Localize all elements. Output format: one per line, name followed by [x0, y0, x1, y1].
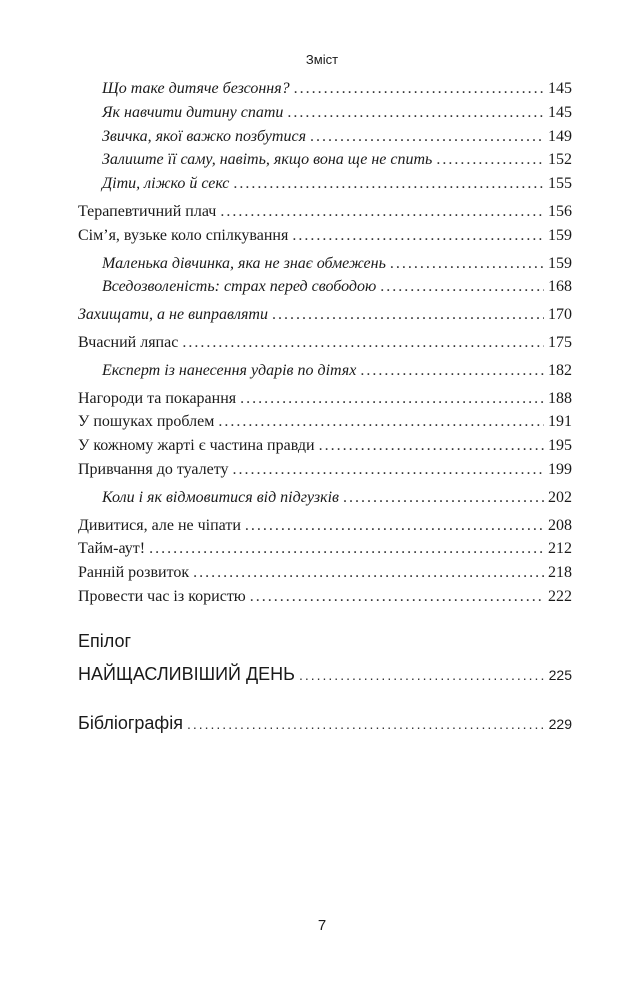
toc-entry-page: 202 — [548, 488, 572, 506]
toc-entry[interactable] — [78, 437, 572, 461]
toc-entry-page: 155 — [548, 175, 572, 193]
toc-entry-label: Вседозволеність: страх перед свободою — [102, 278, 377, 296]
toc-entry[interactable] — [78, 588, 572, 612]
toc-entry-page: 199 — [548, 460, 572, 478]
toc-entry[interactable] — [78, 489, 572, 513]
toc-entry[interactable] — [78, 227, 572, 251]
toc-entry[interactable] — [78, 306, 572, 330]
toc-leader-dots — [272, 306, 544, 324]
toc-entry[interactable] — [78, 278, 572, 302]
toc-entry-label: Привчання до туалету — [78, 460, 229, 478]
toc-entry-label: Звичка, якої важко позбутися — [102, 127, 306, 145]
toc-entry[interactable] — [78, 104, 572, 128]
running-header: Зміст — [305, 52, 339, 67]
toc-leader-dots — [182, 334, 544, 352]
toc-entry[interactable] — [78, 151, 572, 175]
table-of-contents — [78, 80, 572, 612]
toc-entry-label: Ранній розвиток — [78, 564, 190, 582]
toc-entry-page: 152 — [548, 151, 572, 169]
toc-entry-label: Залиште її саму, навіть, якщо вона ще не спить — [102, 151, 433, 169]
toc-leader-dots — [245, 517, 544, 535]
toc-entry-page: 145 — [548, 103, 572, 121]
toc-entry-page: 218 — [548, 564, 572, 582]
toc-leader-dots — [292, 227, 544, 245]
toc-entry-label: У пошуках проблем — [78, 413, 215, 431]
toc-entry[interactable] — [78, 255, 572, 279]
toc-entry-page: 149 — [548, 127, 572, 145]
toc-leader-dots — [250, 588, 544, 606]
toc-entry-bibliography[interactable] — [78, 713, 572, 734]
toc-leader-dots — [187, 716, 545, 732]
toc-entry-label: Захищати, а не виправляти — [78, 306, 268, 324]
toc-entry-label: Сім’я, вузьке коло спілкування — [78, 226, 289, 244]
toc-entry[interactable] — [78, 540, 572, 564]
toc-entry[interactable] — [78, 517, 572, 541]
toc-leader-dots — [233, 175, 544, 193]
toc-entry-page: 159 — [548, 226, 572, 244]
toc-entry[interactable] — [78, 390, 572, 414]
toc-leader-dots — [193, 564, 544, 582]
toc-entry-page: 208 — [548, 516, 572, 534]
toc-leader-dots — [380, 278, 544, 296]
toc-leader-dots — [287, 104, 544, 122]
toc-entry-page: 182 — [548, 361, 572, 379]
toc-entry-label: Нагороди та покарання — [78, 389, 237, 407]
toc-entry-label: Вчасний ляпас — [78, 333, 179, 351]
epilogue-heading: Епілог — [78, 631, 132, 651]
toc-leader-dots — [436, 151, 544, 169]
toc-entry[interactable] — [78, 175, 572, 199]
toc-entry-label: Бібліографія — [78, 713, 183, 733]
toc-entry[interactable] — [78, 128, 572, 152]
toc-entry-label: Експерт із нанесення ударів по дітях — [102, 361, 357, 379]
toc-entry-page: 188 — [548, 389, 572, 407]
toc-entry[interactable] — [78, 461, 572, 485]
toc-entry-label: НАЙЩАСЛИВІШИЙ ДЕНЬ — [78, 664, 295, 684]
toc-leader-dots — [294, 80, 544, 98]
toc-entry-label: Як навчити дитину спати — [102, 103, 284, 121]
toc-entry-label: Що таке дитяче безсоння? — [102, 80, 290, 97]
toc-entry-page: 145 — [548, 80, 572, 97]
toc-entry-page: 170 — [548, 306, 572, 324]
toc-entry-page: 191 — [548, 413, 572, 431]
toc-leader-dots — [299, 667, 545, 683]
page-number: 7 — [317, 917, 327, 934]
toc-leader-dots — [240, 390, 544, 408]
toc-leader-dots — [220, 203, 544, 221]
toc-entry[interactable] — [78, 80, 572, 104]
toc-entry-label: Дивитися, але не чіпати — [78, 516, 241, 534]
toc-entry[interactable] — [78, 413, 572, 437]
toc-entry-page: 225 — [548, 667, 572, 683]
toc-leader-dots — [319, 437, 544, 455]
toc-entry-page: 156 — [548, 202, 572, 220]
toc-entry-label: Провести час із користю — [78, 587, 246, 605]
toc-entry-page: 195 — [548, 437, 572, 455]
toc-entry-page: 159 — [548, 254, 572, 272]
toc-entry-label: Діти, ліжко й секс — [102, 175, 230, 193]
toc-entry[interactable] — [78, 334, 572, 358]
toc-leader-dots — [343, 489, 544, 507]
toc-entry[interactable] — [78, 203, 572, 227]
toc-leader-dots — [233, 461, 544, 479]
toc-entry[interactable] — [78, 362, 572, 386]
toc-entry-page: 212 — [548, 540, 572, 558]
toc-entry-page: 168 — [548, 278, 572, 296]
toc-leader-dots — [218, 413, 544, 431]
toc-leader-dots — [149, 540, 544, 558]
toc-entry-label: У кожному жарті є частина правди — [78, 437, 315, 455]
toc-entry-label: Тайм-аут! — [78, 540, 146, 558]
toc-entry-label: Коли і як відмовитися від підгузків — [102, 488, 339, 506]
toc-entry-epilogue[interactable] — [78, 664, 572, 685]
toc-entry-page: 175 — [548, 333, 572, 351]
toc-entry-page: 222 — [548, 587, 572, 605]
toc-entry[interactable] — [78, 564, 572, 588]
toc-entry-page: 229 — [548, 716, 572, 732]
toc-leader-dots — [310, 128, 544, 146]
toc-leader-dots — [390, 255, 544, 273]
toc-entry-label: Маленька дівчинка, яка не знає обмежень — [102, 254, 386, 272]
toc-leader-dots — [360, 362, 544, 380]
toc-entry-label: Терапевтичний плач — [78, 202, 217, 220]
